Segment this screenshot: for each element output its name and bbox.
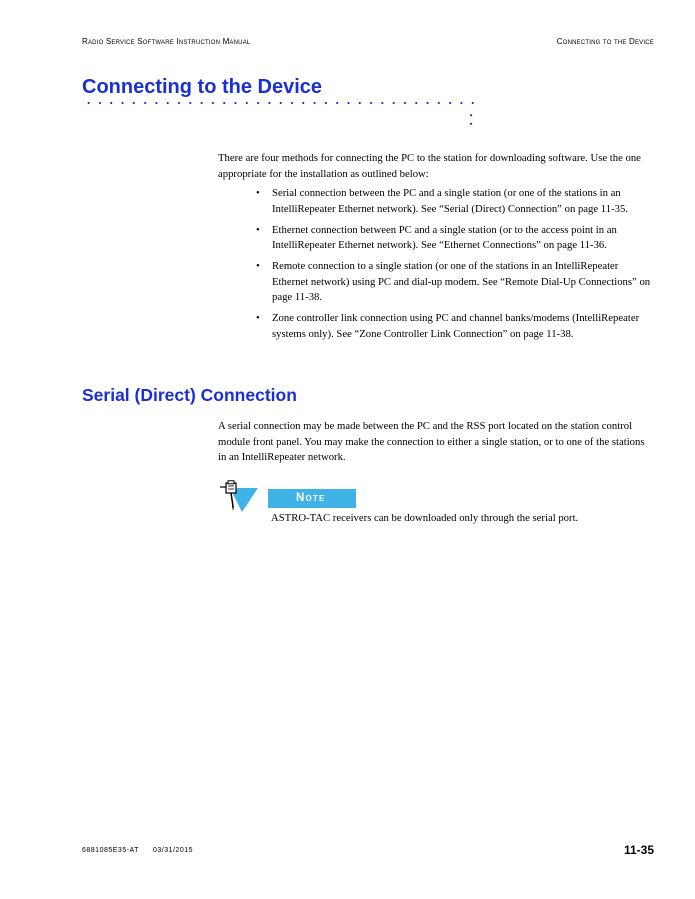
list-item-text: Ethernet connection between PC and a single station (or to the access point in an IntelliRepeater Ethernet network). See “Ethernet Connections” on page 11-36.: [272, 223, 617, 251]
page-number: 11-35: [623, 843, 654, 857]
list-item-text: Serial connection between the PC and a single station (or one of the stations in an IntelliRepeater Ethernet network). See “Serial (Direct) Connection” on page 11-35.: [272, 187, 629, 215]
section-title-serial: Serial (Direct) Connection: [82, 385, 297, 405]
bullet-icon: •: [256, 312, 260, 324]
title-dotted-rule: [83, 99, 478, 107]
footer-doc-number: 6881085E35-AT: [82, 847, 139, 854]
list-item: [256, 186, 654, 217]
connection-methods-list: [256, 186, 654, 348]
header-chapter-title: Connecting to the Device: [556, 37, 654, 46]
footer-date: 03/31/2015: [152, 847, 194, 854]
bullet-icon: •: [256, 260, 260, 272]
note-text: ASTRO-TAC receivers can be downloaded only through the serial port.: [271, 512, 579, 524]
footer-doc-info: [82, 847, 193, 854]
list-item: [256, 259, 654, 306]
bullet-icon: •: [256, 223, 260, 236]
list-item-text: Zone controller link connection using PC and channel banks/modems (IntelliRepeater systems only). See “Zone Controller Link Connection” on page 11-38.: [272, 312, 640, 340]
list-item: [256, 223, 654, 254]
note-icon: [218, 480, 258, 516]
header-manual-title: Radio Service Software Instruction Manual: [82, 37, 251, 46]
bullet-icon: •: [256, 187, 260, 199]
section-title-connecting: Connecting to the Device: [82, 76, 323, 98]
list-item-text: Remote connection to a single station (or one of the stations in an IntelliRepeater Ethernet network) using PC and dial-up modem. See “Remote Dial-Up Connections” on page 11-38.: [272, 260, 651, 303]
list-item: [256, 311, 654, 342]
note-label: Note: [268, 489, 356, 508]
intro-paragraph: There are four methods for connecting the PC to the station for downloading software. Use the one appropriate for the installation as outlined below:: [218, 152, 641, 180]
serial-paragraph: A serial connection may be made between the PC and the RSS port located on the station control module front panel. You may make the connection to either a single station, or to one of the stations in an IntelliRepeater network.: [218, 420, 645, 463]
title-dotted-rule-vertical: [467, 111, 475, 131]
